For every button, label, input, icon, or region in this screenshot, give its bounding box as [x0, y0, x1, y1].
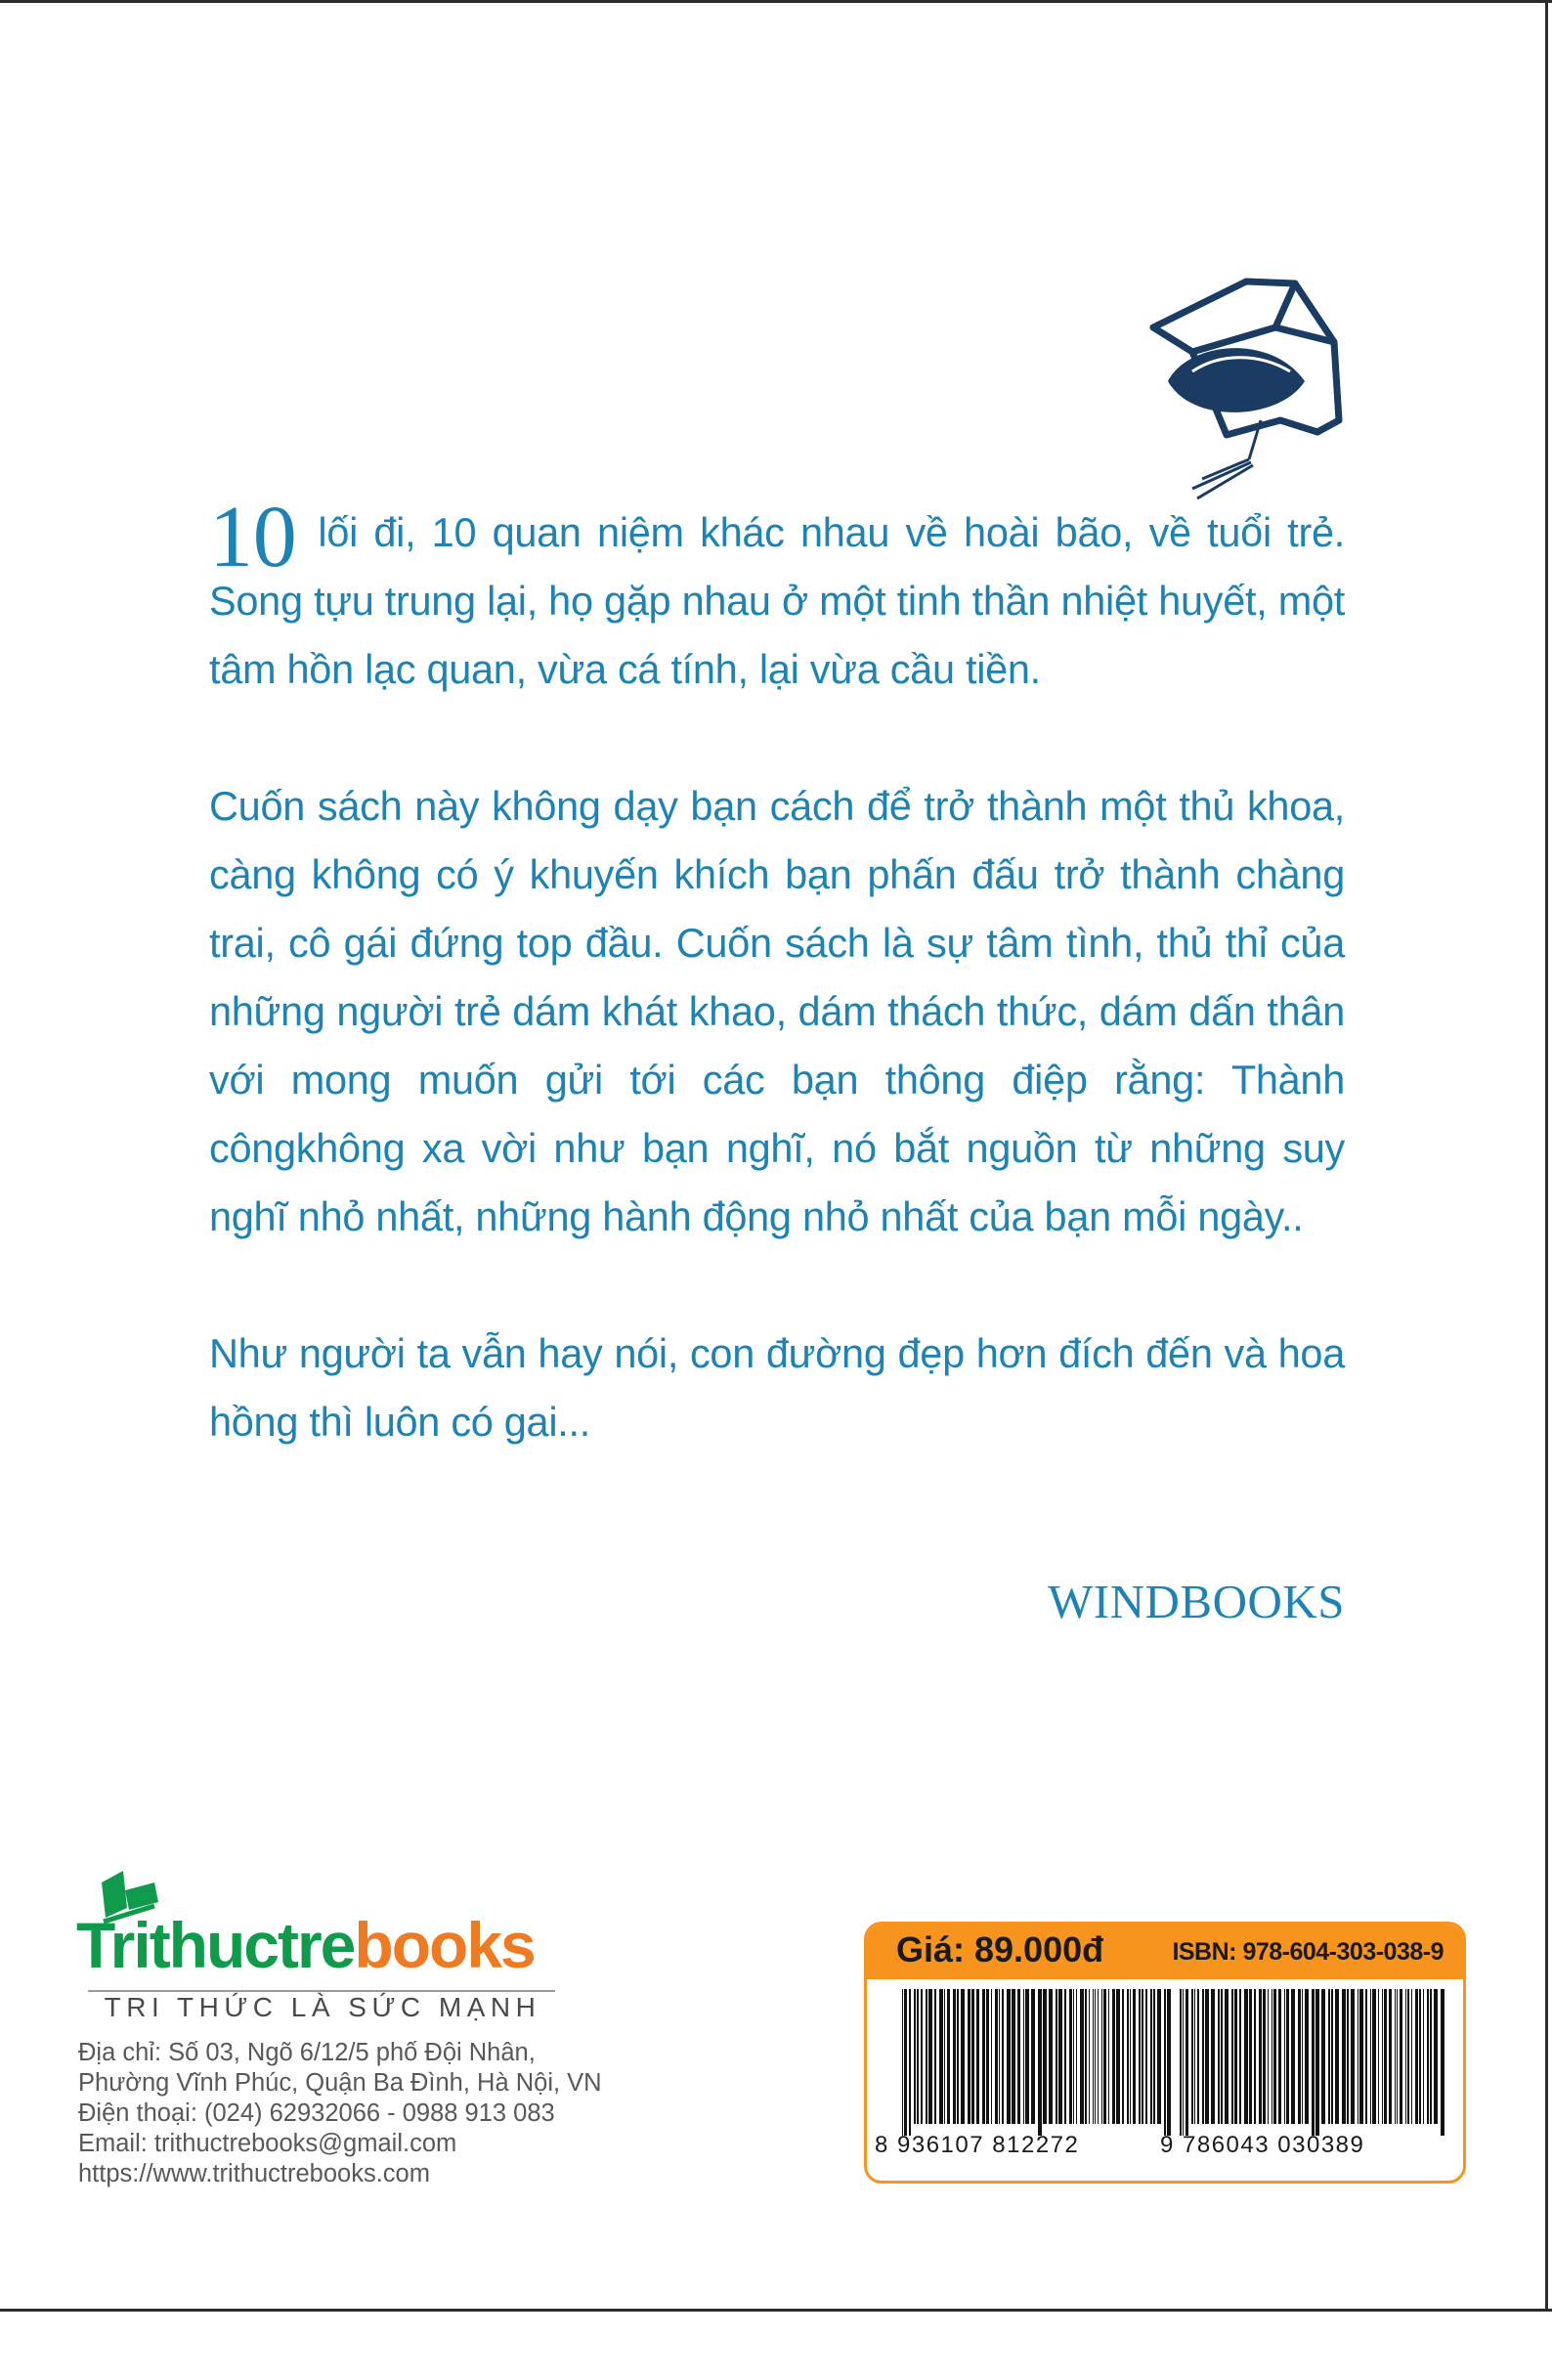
barcode-bar [971, 1989, 974, 2124]
publisher-logo [76, 1869, 565, 2030]
barcode-bar [1043, 1989, 1047, 2124]
barcode-bar [944, 1989, 945, 2124]
barcode-bar [1423, 1989, 1424, 2124]
barcode-bar [968, 1989, 970, 2124]
barcode-bar [1430, 1989, 1432, 2124]
barcode-bar [1278, 1989, 1281, 2124]
barcode-bar [1017, 1989, 1020, 2124]
barcode-bar [902, 1989, 903, 2136]
barcode-bar [1002, 1989, 1004, 2124]
barcode-bar [1007, 1989, 1011, 2124]
barcode-bar [1427, 1989, 1429, 2124]
barcode-bar [1359, 1989, 1363, 2124]
barcode-bar [914, 1989, 916, 2124]
barcode-bar [1093, 1989, 1094, 2124]
barcode-bar [1335, 1989, 1339, 2124]
barcode-bar [1038, 1989, 1042, 2136]
publisher-wordmark [76, 1906, 535, 1984]
barcode-bar [1167, 1989, 1171, 2136]
barcode-bar [1411, 1989, 1412, 2124]
barcode-bar [917, 1989, 919, 2124]
barcode-bar [1031, 1989, 1035, 2124]
barcode-bar [1194, 1989, 1195, 2124]
publisher-signature: WINDBOOKS [1048, 1575, 1345, 1628]
barcode-left-number: 8 936107 812272 [875, 2132, 1080, 2158]
barcode-bar [1263, 1989, 1266, 2124]
barcode-right [1178, 1989, 1447, 2136]
barcode-bar [976, 1989, 979, 2124]
barcode-bar [1116, 1989, 1120, 2124]
barcode-bar [1331, 1989, 1333, 2124]
blurb-paragraph-3: Như người ta vẫn hay nói, con đường đẹp hơn đích đến và hoa hồng thì luôn có gai... [209, 1330, 1345, 1445]
barcode-bar [1133, 1989, 1136, 2124]
barcode-bar [986, 1989, 989, 2124]
barcode-bar [1080, 1989, 1084, 2124]
barcode-bar [1025, 1989, 1029, 2124]
barcode-bar [947, 1989, 950, 2124]
barcode-bar [1069, 1989, 1072, 2124]
barcode-bar [1157, 1989, 1161, 2124]
email-line: Email: trithuctrebooks@gmail.com [78, 2130, 457, 2157]
barcode-bar [1239, 1989, 1241, 2124]
barcode-bar [1095, 1989, 1096, 2124]
barcode-bar [1321, 1989, 1325, 2124]
address-line-1: Địa chỉ: Số 03, Ngõ 6/12/5 phố Đội Nhân, [78, 2039, 536, 2066]
barcode-bar [1273, 1989, 1276, 2124]
page-border-top [0, 0, 1552, 3]
barcode-bar [1347, 1989, 1349, 2124]
address-line-2: Phường Vĩnh Phúc, Quận Ba Đình, Hà Nội, VN [78, 2069, 602, 2097]
barcode-bar [1142, 1989, 1143, 2124]
barcode-bar [961, 1989, 965, 2124]
barcode-bar [1211, 1989, 1215, 2124]
barcode-bar [1225, 1989, 1229, 2124]
back-cover-blurb [209, 489, 1345, 1525]
barcode-bar [1056, 1989, 1057, 2124]
barcode-bar [926, 1989, 927, 2124]
barcode-bar [1378, 1989, 1379, 2124]
barcode-bar [1064, 1989, 1066, 2124]
barcode-bar [1231, 1989, 1233, 2124]
barcode-bar [1328, 1989, 1330, 2124]
barcode-bar [1085, 1989, 1087, 2124]
blurb-paragraph-2: Cuốn sách này không dạy bạn cách để trở thành một thủ khoa, càng không có ý khuyến khích bạn phấn đấu trở thành chàng trai, cô gái đứng top đầu. Cuốn sách là sự tâm tình, thủ thỉ của những người trẻ dám khát khao, dám thách thức, dám dấn thân với mong muốn gửi tới các bạn thông điệp rằng: Thành côngkhông xa vời như bạn nghĩ, nó bắt nguồn từ những suy nghĩ nhỏ nhất, những hành động nhỏ nhất của bạn mỗi ngày.. [209, 783, 1345, 1239]
isbn-label: ISBN: 978-604-303-038-9 [1172, 1938, 1444, 1966]
barcode-bar [1407, 1989, 1409, 2124]
price-barcode-box [864, 1922, 1466, 2184]
barcode-bar [1286, 1989, 1289, 2124]
barcode-bar [1073, 1989, 1074, 2124]
barcode-bar [939, 1989, 943, 2124]
barcode-bar [995, 1989, 998, 2124]
barcode-bar [1183, 1989, 1184, 2136]
barcode-bar [1298, 1989, 1301, 2124]
barcode-bar [1405, 1989, 1406, 2124]
barcode-bar [1098, 1989, 1099, 2124]
barcode-bar [1191, 1989, 1193, 2124]
barcode-bar [999, 1989, 1000, 2124]
barcode-bar [1103, 1989, 1106, 2124]
barcode-bar [1370, 1989, 1371, 2124]
drop-cap: 10 [209, 489, 297, 585]
barcode-bar [1249, 1989, 1252, 2124]
barcode-bar [1076, 1989, 1077, 2124]
barcode-bar [1234, 1989, 1237, 2124]
barcode-bar [1419, 1989, 1421, 2124]
barcode-bar [1130, 1989, 1131, 2124]
barcode-bar [1012, 1989, 1015, 2124]
barcode-bar [1180, 1989, 1182, 2136]
graduation-cap-icon [1134, 274, 1358, 513]
barcode-bar [1384, 1989, 1387, 2124]
barcode-bar [1108, 1989, 1109, 2124]
website-line: https://www.trithuctrebooks.com [78, 2160, 430, 2187]
barcode-bar [921, 1989, 923, 2124]
barcode-bar [1122, 1989, 1124, 2124]
barcode-bar [957, 1989, 959, 2124]
barcode-bar [1305, 1989, 1309, 2124]
barcode-bar [904, 1989, 907, 2136]
barcode-bar [1382, 1989, 1383, 2124]
barcode-bar [1202, 1989, 1204, 2124]
barcode-bar [1164, 1989, 1166, 2136]
wordmark-part-2: books [354, 1909, 535, 1981]
barcode-bar [1089, 1989, 1090, 2124]
blurb-paragraph-1 [209, 489, 1345, 704]
barcode-bar [1397, 1989, 1398, 2124]
barcode-bar [1145, 1989, 1147, 2124]
barcode-bar [909, 1989, 911, 2136]
barcode-bar [1389, 1989, 1392, 2124]
barcode-bar [1186, 1989, 1188, 2136]
publisher-contact [78, 2038, 665, 2189]
barcode-left [900, 1989, 1172, 2136]
barcode-bar [1302, 1989, 1303, 2124]
page-border-bottom [0, 2309, 1552, 2312]
wordmark-part-1: Trithuctre [76, 1909, 355, 1981]
barcode-bar [1284, 1989, 1285, 2124]
page-border-right [1545, 0, 1548, 2312]
barcode-bar [1058, 1989, 1062, 2124]
barcode-bar [1112, 1989, 1115, 2124]
barcode-bar [1259, 1989, 1262, 2124]
barcode-right-number: 9 786043 030389 [1160, 2132, 1365, 2158]
barcode-bar [1218, 1989, 1220, 2124]
barcode-bar [1291, 1989, 1295, 2124]
barcode-bar [1150, 1989, 1152, 2124]
blurb-paragraph-1-text: lối đi, 10 quan niệm khác nhau về hoài bão, về tuổi trẻ. Song tựu trung lại, họ gặp nhau ở một tinh thần nhiệt huyết, một tâm hồn lạc quan, vừa cá tính, lại vừa cầu tiền. [209, 509, 1345, 692]
barcode-bar [1023, 1989, 1024, 2124]
barcode-bar [1441, 1989, 1444, 2136]
barcode-bar [1395, 1989, 1396, 2124]
barcode-bar [1434, 1989, 1438, 2124]
barcode-bar [1400, 1989, 1402, 2124]
barcode-bar [934, 1989, 936, 2124]
barcode-bar [1139, 1989, 1141, 2124]
barcode-bar [1342, 1989, 1346, 2124]
barcode-bar [1415, 1989, 1418, 2124]
barcode-bar [982, 1989, 985, 2124]
barcode-bar [1244, 1989, 1248, 2124]
price-label: Giá: 89.000đ [896, 1929, 1104, 1969]
barcode-bar [1197, 1989, 1199, 2124]
barcode-bar [1049, 1989, 1053, 2124]
barcode-bar [1315, 1989, 1319, 2136]
barcode-bar [1221, 1989, 1223, 2124]
barcode-bar [928, 1989, 932, 2124]
barcode-bar [1351, 1989, 1355, 2124]
barcode-bar [1254, 1989, 1256, 2124]
barcode-bar [1101, 1989, 1102, 2124]
barcode-bar [1205, 1989, 1209, 2124]
publisher-tagline: TRI THỨC LÀ SỨC MẠNH [104, 1992, 541, 2022]
phone-line: Điện thoại: (024) 62932066 - 0988 913 083 [78, 2099, 555, 2127]
barcode-bar [1372, 1989, 1376, 2124]
barcode-bar [953, 1989, 956, 2124]
barcode-bar [1127, 1989, 1129, 2124]
barcode-bar [1312, 1989, 1315, 2136]
barcode-bar [991, 1989, 992, 2124]
barcode-bar [1153, 1989, 1155, 2124]
barcode-bar [1268, 1989, 1269, 2124]
barcode-bar [1365, 1989, 1367, 2124]
